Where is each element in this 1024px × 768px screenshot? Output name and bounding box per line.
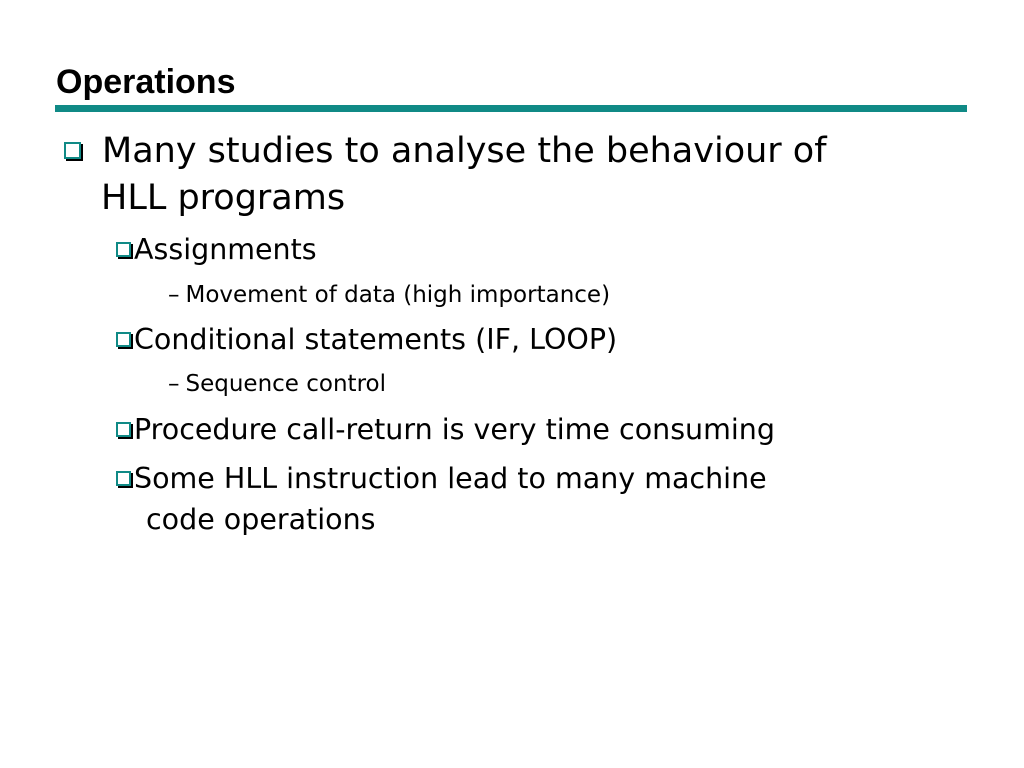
bullet-text-line: Many studies to analyse the behaviour of: [102, 131, 827, 171]
bullet-item-1-continuation: [101, 177, 345, 219]
bullet-item-1: [64, 130, 827, 172]
bullet-item-assignments: [116, 230, 317, 270]
title-underline: [55, 105, 967, 112]
square-bullet-icon: [116, 332, 131, 347]
square-bullet-icon: [116, 422, 131, 437]
bullet-text-line: Conditional statements (IF, LOOP): [134, 323, 618, 356]
bullet-text-line: code operations: [146, 503, 376, 536]
dash-marker: –: [168, 371, 180, 397]
bullet-item-hll-instruction: [116, 459, 767, 499]
bullet-text-line: HLL programs: [101, 178, 346, 218]
bullet-item-hll-instruction-continuation: [146, 500, 375, 540]
bullet-text-line: Sequence control: [185, 371, 386, 397]
sub-bullet-movement: [168, 280, 610, 310]
bullet-text-line: Movement of data (high importance): [185, 282, 611, 308]
dash-marker: –: [168, 282, 180, 308]
square-bullet-icon: [64, 142, 81, 159]
bullet-text-line: Assignments: [134, 233, 317, 266]
bullet-item-conditional: [116, 320, 617, 360]
bullet-text-line: Procedure call-return is very time consuming: [134, 413, 775, 446]
bullet-text-line: Some HLL instruction lead to many machine: [134, 462, 767, 495]
square-bullet-icon: [116, 242, 131, 257]
slide-title: Operations: [56, 63, 236, 101]
bullet-item-procedure: [116, 410, 775, 450]
sub-bullet-sequence: [168, 369, 386, 399]
square-bullet-icon: [116, 471, 131, 486]
